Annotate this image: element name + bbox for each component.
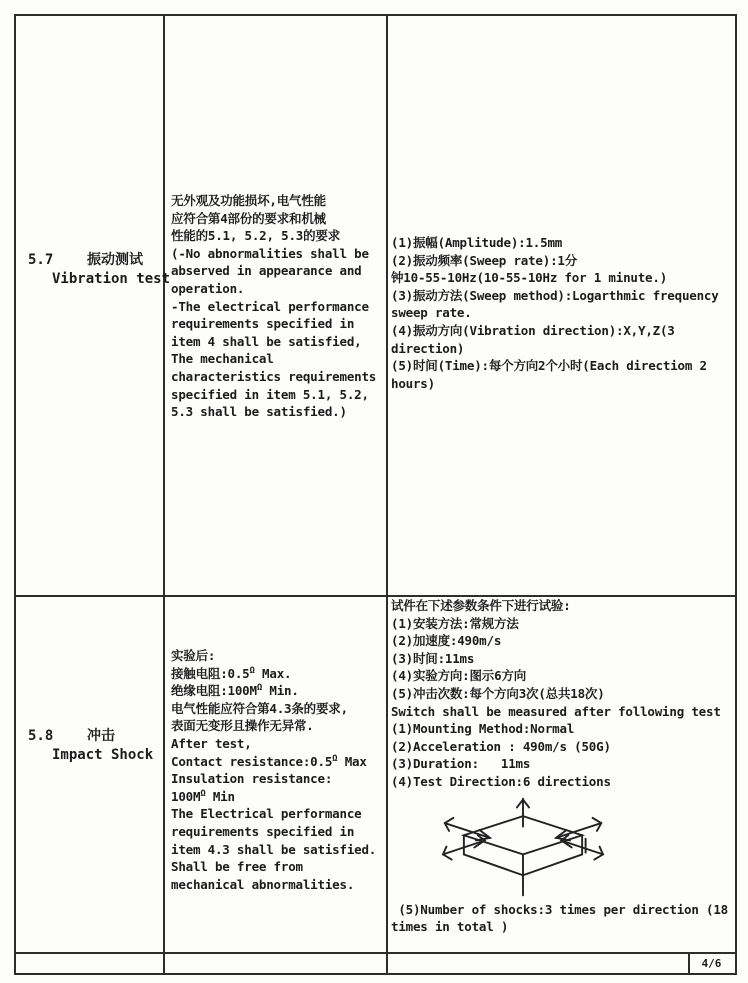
text-line: (4)振动方向(Vibration direction):X,Y,Z(3	[391, 322, 675, 338]
text-line: Contact $resistance:0.5^\Omega$ Max	[171, 753, 367, 769]
page-number: 4/6	[701, 957, 722, 970]
text-line: The mechanical	[171, 351, 274, 367]
shock-conditions-text-top	[391, 597, 737, 791]
text-line: $100M^\Omega$ Min	[171, 788, 235, 804]
shock-requirements-text	[171, 647, 383, 893]
text-line: Insulation resistance:	[171, 771, 333, 787]
text-line: specified in item 5.1, 5.2,	[171, 386, 369, 402]
text-line: item 4.3 shall be satisfied.	[171, 841, 377, 857]
item-5-7-title	[28, 251, 170, 289]
text-line: 钟10-55-10Hz(10-55-10Hz for 1 minute.)	[391, 270, 668, 286]
text-line: (4)实验方向:图示6方向	[391, 668, 527, 684]
text-line: (2)Acceleration : 490m/s (50G)	[391, 738, 611, 754]
column-divider-1	[163, 14, 165, 975]
text-line: (5)时间(Time):每个方向2个小时(Each directiom 2	[391, 358, 707, 374]
text-line: The Electrical performance	[171, 806, 362, 822]
text-line: (2)加速度:490m/s	[391, 633, 502, 649]
text-line: hours)	[391, 375, 435, 391]
text-line: 表面无变形且操作无异常.	[171, 718, 314, 734]
text-line: item 4 shall be satisfied,	[171, 333, 362, 349]
shock-conditions-cell	[391, 597, 737, 936]
text-line: (5)Number of shocks:3 times per direction (18	[391, 901, 728, 917]
shock-direction-box-icon	[425, 797, 621, 897]
text-line: (5)冲击次数:每个方向3次(总共18次)	[391, 685, 605, 701]
text-line: -The electrical performance	[171, 298, 369, 314]
text-line: requirements specified in	[171, 316, 355, 332]
item-number-and-name-zh: 5.7 振动测试	[28, 252, 144, 268]
item-name-en: Impact Shock	[52, 747, 154, 763]
text-line: 实验后:	[171, 648, 216, 663]
item-5-8-title	[28, 727, 153, 765]
text-line: requirements specified in	[171, 823, 355, 839]
text-line: (-No abnormalities shall be	[171, 245, 369, 261]
shock-conditions-text-bottom	[391, 901, 737, 936]
text-line: 接触电阻$:0.5^\Omega$ Max.	[171, 665, 292, 681]
text-line: 绝缘电阻$:100M^\Omega$ Min.	[171, 683, 299, 699]
column-divider-2	[386, 14, 388, 975]
text-line: (1)安装方法:常规方法	[391, 615, 519, 631]
text-line: characteristics requirements	[171, 368, 377, 384]
text-line: mechanical abnormalities.	[171, 876, 355, 892]
text-line: (3)Duration: 11ms	[391, 756, 531, 772]
text-line: 无外观及功能损坏,电气性能	[171, 193, 326, 208]
text-line: 应符合第4部份的要求和机械	[171, 210, 326, 226]
item-name-en: Vibration test	[52, 271, 171, 287]
text-line: times in total )	[391, 919, 509, 935]
text-line: Switch shall be measured after following test	[391, 703, 721, 719]
text-line: abserved in appearance and	[171, 263, 362, 279]
text-line: direction)	[391, 340, 465, 356]
text-line: Shall be free from	[171, 859, 303, 875]
text-line: (1)振幅(Amplitude):1.5mm	[391, 235, 563, 250]
text-line: After test,	[171, 735, 252, 751]
vibration-requirements-text	[171, 192, 383, 421]
text-line: (3)振动方法(Sweep method):Logarthmic frequency	[391, 287, 719, 303]
text-line: sweep rate.	[391, 305, 472, 321]
text-line: 性能的5.1, 5.2, 5.3的要求	[171, 228, 341, 244]
text-line: (3)时间:11ms	[391, 650, 475, 666]
text-line: 电气性能应符合第4.3条的要求,	[171, 700, 348, 716]
vibration-conditions-text	[391, 234, 737, 392]
text-line: 试件在下述参数条件下进行试验:	[391, 598, 571, 613]
footer-divider	[14, 952, 737, 954]
text-line: (4)Test Direction:6 directions	[391, 773, 611, 789]
text-line: 5.3 shall be satisfied.)	[171, 404, 347, 420]
text-line: (2)振动频率(Sweep rate):1分	[391, 252, 578, 268]
text-line: operation.	[171, 280, 245, 296]
text-line: (1)Mounting Method:Normal	[391, 721, 575, 737]
item-number-and-name-zh: 5.8 冲击	[28, 728, 116, 744]
